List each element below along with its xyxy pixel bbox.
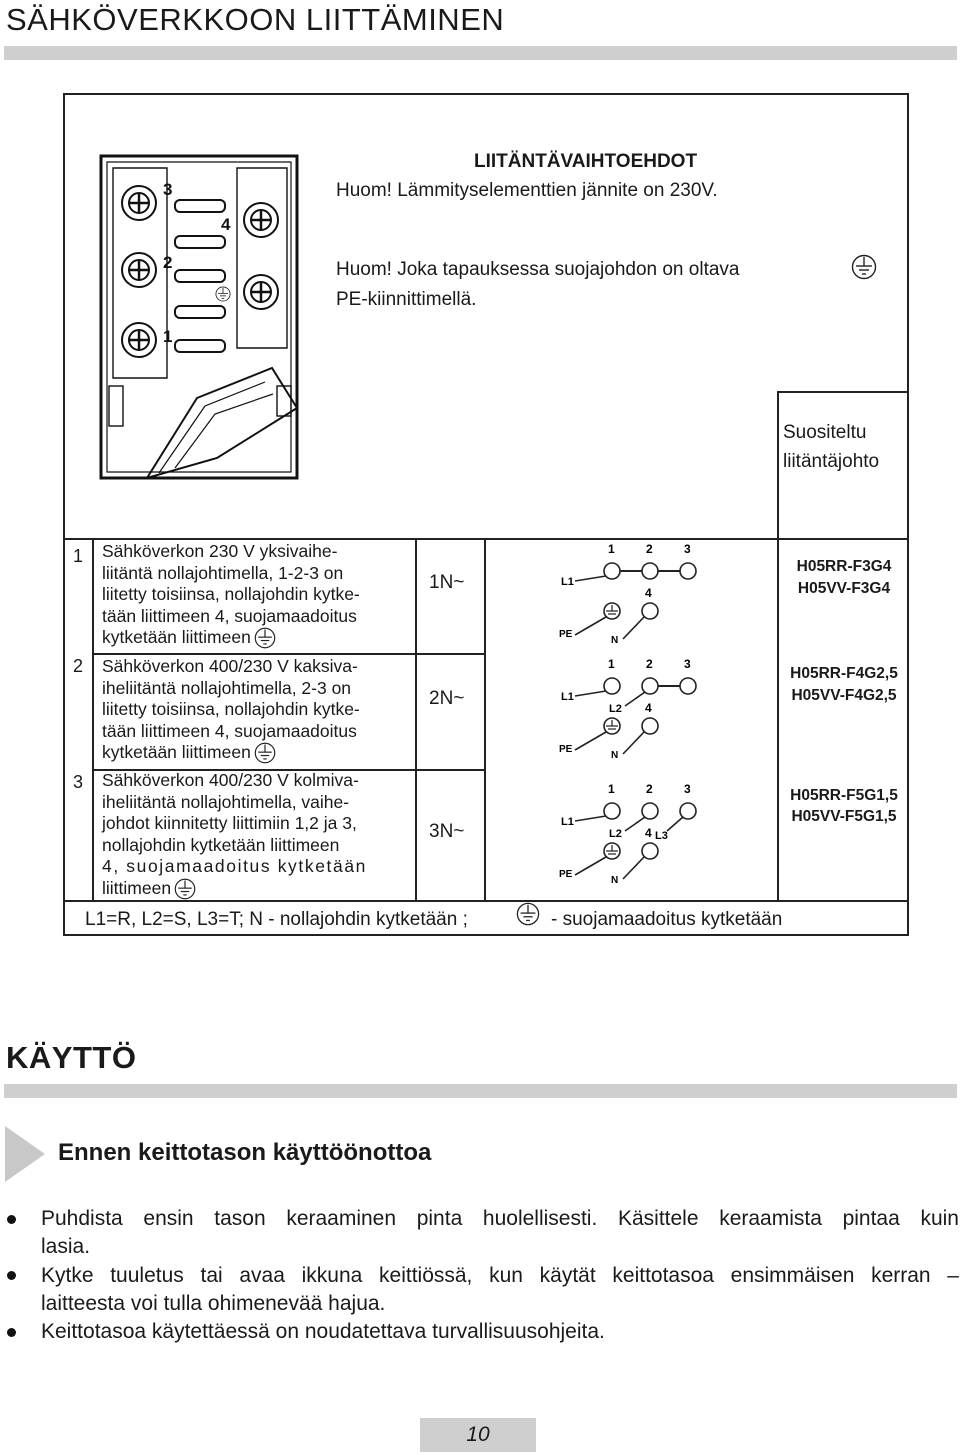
terminal-number-4: 4 (221, 215, 231, 234)
phase-label: L2 (609, 703, 622, 715)
terminal-circle (642, 563, 658, 579)
terminal-label: 1 (608, 783, 615, 796)
terminal-circle (680, 678, 696, 694)
terminal-block-diagram (97, 148, 303, 488)
phase-label: L1 (561, 816, 574, 828)
legend-ground-text: - suojamaadoitus kytketään (551, 909, 783, 930)
bullet-item: Puhdista ensin tason keraaminen pinta huolellisesti. Käsittele keraamista pintaa kuin lasia. (41, 1207, 959, 1258)
terminal-circle (642, 843, 658, 859)
pe-label: PE (559, 869, 573, 880)
bullet-item: Kytke tuuletus tai avaa ikkuna keittiössä, kun käytät keittotasoa ensimmäisen kerran – laitteesta voi tulla ohimenevää hajua. (41, 1264, 959, 1315)
ground-icon (851, 254, 877, 280)
table-bottom-border (63, 900, 909, 902)
terminal-label: 2 (646, 658, 653, 671)
terminal-label: 2 (646, 543, 653, 556)
cable-code-rr: H05RR-F3G4 (796, 558, 892, 575)
phase-label: L2 (609, 828, 622, 840)
terminal-number-3: 3 (163, 180, 173, 199)
phase-wire (575, 576, 606, 581)
pe-label: PE (559, 629, 573, 640)
bullet-dot (7, 1328, 16, 1337)
section-title: SÄHKÖVERKKOON LIITTÄMINEN (6, 2, 505, 37)
subsection-title: Ennen keittotason käyttöönottoa (58, 1139, 432, 1166)
info-heading: LIITÄNTÄVAIHTOEHDOT (474, 151, 698, 172)
terminal-label: 1 (608, 658, 615, 671)
neutral-wire (623, 617, 644, 639)
cable-code-vv: H05VV-F5G1,5 (791, 808, 897, 825)
connection-type: 2N~ (429, 688, 465, 709)
terminal-label: 3 (684, 783, 691, 796)
connection-type: 3N~ (429, 821, 465, 842)
terminal-circle (642, 718, 658, 734)
page-number-box (420, 1418, 536, 1452)
pe-note-line2: PE-kiinnittimellä. (336, 289, 477, 310)
ground-icon (174, 878, 196, 900)
bullet-item: Keittotasoa käytettäessä on noudatettava turvallisuusohjeita. (41, 1320, 605, 1343)
bullet-dot (7, 1215, 16, 1224)
phase-label: L1 (561, 576, 574, 588)
terminal-label: 4 (645, 701, 652, 715)
terminal-number-2: 2 (163, 253, 173, 272)
row-number: 3 (73, 772, 84, 792)
terminal-circle (604, 678, 620, 694)
row-number: 2 (73, 656, 84, 676)
connection-type: 1N~ (429, 572, 465, 593)
neutral-wire (623, 732, 644, 754)
terminal-label: 2 (646, 783, 653, 796)
terminal-circle (642, 603, 658, 619)
cable-code-rr: H05RR-F5G1,5 (790, 787, 898, 804)
cable-code-rr: H05RR-F4G2,5 (790, 665, 898, 682)
pe-note-line1: Huom! Joka tapauksessa suojajohdon on oltava (336, 259, 740, 280)
wiring-diagram-1n (557, 543, 707, 643)
neutral-wire (623, 857, 644, 879)
title-rule (4, 46, 957, 60)
bullet-dot (7, 1271, 16, 1280)
phase-label: L3 (655, 830, 668, 842)
cable-code-vv: H05VV-F3G4 (797, 580, 891, 597)
terminal-label: 3 (684, 658, 691, 671)
phase-label: L1 (561, 691, 574, 703)
terminal-label: 4 (645, 586, 652, 600)
cable-heading-line2: liitäntäjohto (783, 451, 880, 472)
neutral-label: N (611, 875, 619, 883)
phase-wire (625, 692, 645, 706)
terminal-label: 1 (608, 543, 615, 556)
type-column-divider (484, 538, 486, 902)
pe-label: PE (559, 744, 573, 755)
row-number: 1 (73, 546, 84, 566)
terminal-number-1: 1 (163, 327, 173, 346)
row-divider-1 (92, 653, 485, 655)
terminal-circle (604, 803, 620, 819)
title-rule (4, 1084, 957, 1098)
phase-wire (667, 817, 683, 831)
row-description: Sähköverkon 400/230 V kaksiva- iheliitäntä nollajohtimella, 2-3 on liitetty toisiinsa, nollajohdin kytke- tään liittimeen 4, suojamaadoitus kytketään liittimeen (102, 656, 360, 764)
neutral-label: N (611, 750, 619, 758)
play-arrow-icon (5, 1126, 45, 1182)
page-number: 10 (466, 1423, 490, 1446)
row-description: Sähköverkon 230 V yksivaihe- liitäntä nollajohtimella, 1-2-3 on liitetty toisiinsa, nollajohdin kytke- tään liittimeen 4, suojamaadoitus kytketään liittimeen (102, 541, 360, 649)
neutral-label: N (611, 635, 619, 643)
ground-icon (254, 742, 276, 764)
pe-wire (575, 732, 606, 750)
phase-wire (625, 817, 645, 831)
terminal-label: 4 (645, 826, 652, 840)
section-title: KÄYTTÖ (6, 1040, 137, 1075)
voltage-note: Huom! Lämmityselementtien jännite on 230V. (336, 180, 718, 201)
ground-icon (516, 902, 540, 926)
legend-text: L1=R, L2=S, L3=T; N - nollajohdin kytketään ; (85, 909, 468, 930)
terminal-circle (604, 563, 620, 579)
phase-wire (575, 691, 606, 696)
row-description: Sähköverkon 400/230 V kolmiva- iheliitäntä nollajohtimella, vaihe- johdot kiinnitetty liittimiin 1,2 ja 3, nollajohdin kytketään liittimeen 4, suojamaadoitus kytketään liittimeen (102, 770, 367, 900)
wiring-diagram-2n (557, 658, 707, 758)
phase-wire (575, 816, 606, 821)
wiring-diagram-3n (557, 783, 707, 883)
ground-icon (254, 627, 276, 649)
cable-heading-line1: Suositeltu (783, 422, 867, 443)
number-column-divider (92, 538, 94, 900)
terminal-label: 3 (684, 543, 691, 556)
cable-code-vv: H05VV-F4G2,5 (791, 687, 897, 704)
table-top-border (63, 538, 909, 540)
description-column-divider (415, 538, 417, 902)
pe-wire (575, 617, 606, 635)
pe-wire (575, 857, 606, 875)
terminal-circle (680, 563, 696, 579)
